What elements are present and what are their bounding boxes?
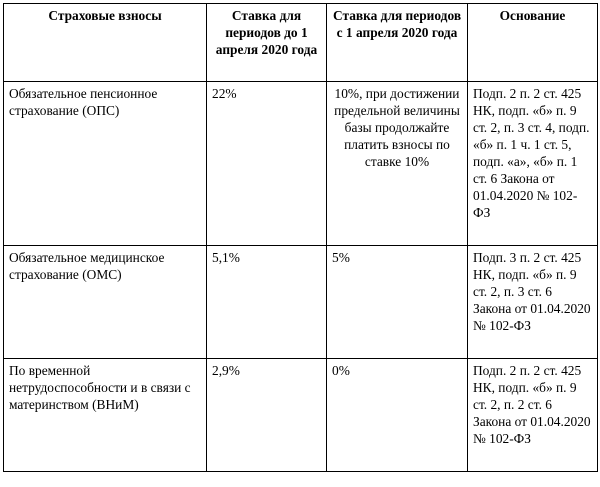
header-rate-after: Ставка для периодов с 1 апреля 2020 года [327,4,468,82]
cell-rate-after: 10%, при достижении предельной величины базы продолжайте платить взносы по ставке 10% [327,82,468,246]
table-row [4,359,598,472]
cell-rate-after: 5% [327,246,468,359]
header-insurance-type: Страховые взносы [4,4,207,82]
cell-basis: Подп. 3 п. 2 ст. 425 НК, подп. «б» п. 9 ст. 2, п. 3 ст. 6 Закона от 01.04.2020 № 102-ФЗ [468,246,598,359]
cell-insurance-type: Обязательное медицинское страхование (ОМС) [4,246,207,359]
cell-basis: Подп. 2 п. 2 ст. 425 НК, подп. «б» п. 9 ст. 2, п. 2 ст. 6 Закона от 01.04.2020 № 102-ФЗ [468,359,598,472]
cell-rate-before: 5,1% [207,246,327,359]
cell-insurance-type: Обязательное пенсионное страхование (ОПС) [4,82,207,246]
table-row [4,82,598,246]
table-header-row [4,4,598,82]
cell-insurance-type: По временной нетрудоспособности и в связи с материнством (ВНиМ) [4,359,207,472]
cell-rate-after: 0% [327,359,468,472]
table-row [4,246,598,359]
cell-rate-before: 2,9% [207,359,327,472]
header-rate-before: Ставка для периодов до 1 апреля 2020 года [207,4,327,82]
insurance-rates-table [3,3,598,472]
cell-rate-before: 22% [207,82,327,246]
header-basis: Основание [468,4,598,82]
cell-basis: Подп. 2 п. 2 ст. 425 НК, подп. «б» п. 9 ст. 2, п. 3 ст. 4, подп. «б» п. 1 ч. 1 ст. 5, подп. «а», «б» п. 1 ст. 6 Закона от 01.04.2020 № 102-ФЗ [468,82,598,246]
